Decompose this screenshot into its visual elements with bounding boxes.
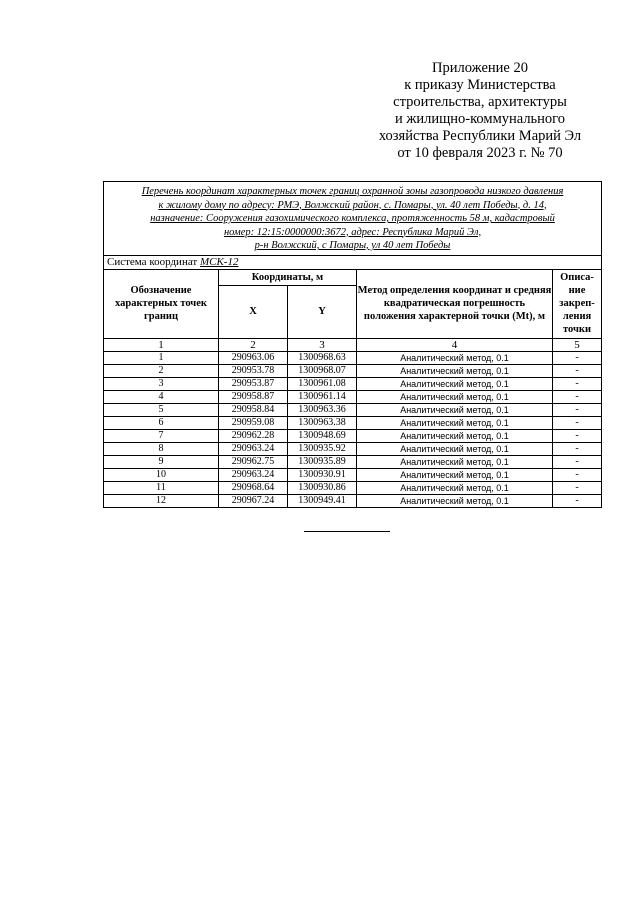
cell-description: - — [553, 416, 602, 429]
cell-y: 1300963.38 — [288, 416, 357, 429]
header-method: Метод определения координат и средняя квадратическая погрешность положения характерной точки (Mt), м — [357, 269, 553, 338]
table-row — [104, 429, 602, 442]
cell-x: 290963.24 — [219, 442, 288, 455]
cell-point: 8 — [104, 442, 219, 455]
cell-y: 1300963.36 — [288, 403, 357, 416]
cell-point: 11 — [104, 481, 219, 494]
cell-description: - — [553, 481, 602, 494]
table-row — [104, 481, 602, 494]
table-row — [104, 468, 602, 481]
cell-x: 290953.87 — [219, 377, 288, 390]
coordinate-system — [104, 255, 602, 269]
cell-description: - — [553, 390, 602, 403]
coordinate-system-value: МСК-12 — [199, 255, 239, 268]
cell-y: 1300935.89 — [288, 455, 357, 468]
table-title — [104, 182, 602, 256]
cell-y: 1300948.69 — [288, 429, 357, 442]
cell-method: Аналитический метод, 0.1 — [357, 468, 553, 481]
cell-point: 6 — [104, 416, 219, 429]
appendix-line: Приложение 20 — [432, 60, 528, 76]
cell-y: 1300930.91 — [288, 468, 357, 481]
column-number: 3 — [288, 338, 357, 351]
cell-y: 1300930.86 — [288, 481, 357, 494]
cell-y: 1300968.07 — [288, 364, 357, 377]
appendix-line: строительства, архитектуры — [393, 94, 567, 110]
cell-method: Аналитический метод, 0.1 — [357, 429, 553, 442]
table-title-line: Перечень координат характерных точек границ охранной зоны газопровода низкого давления — [141, 186, 564, 197]
cell-method: Аналитический метод, 0.1 — [357, 455, 553, 468]
cell-x: 290962.28 — [219, 429, 288, 442]
table-row — [104, 364, 602, 377]
table-title-line: назначение: Сооружения газохимического комплекса, протяженность 58 м, кадастровый — [150, 213, 555, 224]
cell-y: 1300949.41 — [288, 494, 357, 507]
cell-point: 9 — [104, 455, 219, 468]
cell-x: 290958.87 — [219, 390, 288, 403]
column-number: 2 — [219, 338, 288, 351]
cell-point: 2 — [104, 364, 219, 377]
header-row — [104, 269, 602, 285]
cell-method: Аналитический метод, 0.1 — [357, 442, 553, 455]
cell-x: 290967.24 — [219, 494, 288, 507]
header-description: Описа-ние закреп-ления точки — [553, 269, 602, 338]
cell-x: 290963.24 — [219, 468, 288, 481]
table-title-line: номер: 12:15:0000000:3672, адрес: Республика Марий Эл, — [223, 226, 482, 238]
cell-y: 1300968.63 — [288, 351, 357, 364]
cell-description: - — [553, 494, 602, 507]
cell-method: Аналитический метод, 0.1 — [357, 403, 553, 416]
column-number: 5 — [553, 338, 602, 351]
appendix-line: к приказу Министерства — [404, 77, 556, 93]
header-y: Y — [288, 285, 357, 338]
header-coordinates: Координаты, м — [219, 269, 357, 285]
cell-x: 290962.75 — [219, 455, 288, 468]
cell-description: - — [553, 429, 602, 442]
cell-x: 290958.84 — [219, 403, 288, 416]
appendix-header — [360, 60, 600, 162]
coordinates-table — [103, 181, 602, 508]
cell-method: Аналитический метод, 0.1 — [357, 416, 553, 429]
appendix-line: хозяйства Республики Марий Эл — [378, 128, 582, 144]
column-number: 1 — [104, 338, 219, 351]
table-row — [104, 416, 602, 429]
cell-x: 290968.64 — [219, 481, 288, 494]
cell-point: 3 — [104, 377, 219, 390]
cell-description: - — [553, 442, 602, 455]
cell-description: - — [553, 455, 602, 468]
table-title-line: р-н Волжский, с Помары, ул 40 лет Победы — [254, 240, 451, 251]
cell-description: - — [553, 364, 602, 377]
column-number-row — [104, 338, 602, 351]
cell-description: - — [553, 351, 602, 364]
cell-point: 7 — [104, 429, 219, 442]
footer-divider — [304, 531, 390, 532]
table-body — [104, 182, 602, 508]
table-row — [104, 351, 602, 364]
coordinate-system-label: Система координат — [107, 255, 198, 268]
cell-point: 4 — [104, 390, 219, 403]
cell-method: Аналитический метод, 0.1 — [357, 364, 553, 377]
coordinate-system-row — [104, 255, 602, 269]
table-row — [104, 455, 602, 468]
cell-y: 1300961.14 — [288, 390, 357, 403]
cell-point: 12 — [104, 494, 219, 507]
cell-x: 290959.08 — [219, 416, 288, 429]
appendix-line: от 10 февраля 2023 г. № 70 — [397, 145, 563, 161]
cell-point: 10 — [104, 468, 219, 481]
cell-description: - — [553, 377, 602, 390]
table-title-line: к жилому дому по адресу: РМЭ, Волжский район, с. Помары, ул. 40 лет Победы, д. 14, — [158, 199, 547, 211]
cell-method: Аналитический метод, 0.1 — [357, 494, 553, 507]
table-title-row — [104, 182, 602, 256]
cell-method: Аналитический метод, 0.1 — [357, 390, 553, 403]
cell-point: 5 — [104, 403, 219, 416]
cell-method: Аналитический метод, 0.1 — [357, 351, 553, 364]
header-x: X — [219, 285, 288, 338]
table-row — [104, 390, 602, 403]
table-row — [104, 377, 602, 390]
cell-y: 1300935.92 — [288, 442, 357, 455]
table-row — [104, 494, 602, 507]
cell-x: 290963.06 — [219, 351, 288, 364]
cell-description: - — [553, 468, 602, 481]
cell-point: 1 — [104, 351, 219, 364]
column-number: 4 — [357, 338, 553, 351]
table-row — [104, 442, 602, 455]
cell-description: - — [553, 403, 602, 416]
table-row — [104, 403, 602, 416]
cell-y: 1300961.08 — [288, 377, 357, 390]
cell-method: Аналитический метод, 0.1 — [357, 377, 553, 390]
cell-x: 290953.78 — [219, 364, 288, 377]
cell-method: Аналитический метод, 0.1 — [357, 481, 553, 494]
header-designation: Обозначение характерных точек границ — [104, 269, 219, 338]
appendix-line: и жилищно-коммунального — [394, 111, 566, 127]
